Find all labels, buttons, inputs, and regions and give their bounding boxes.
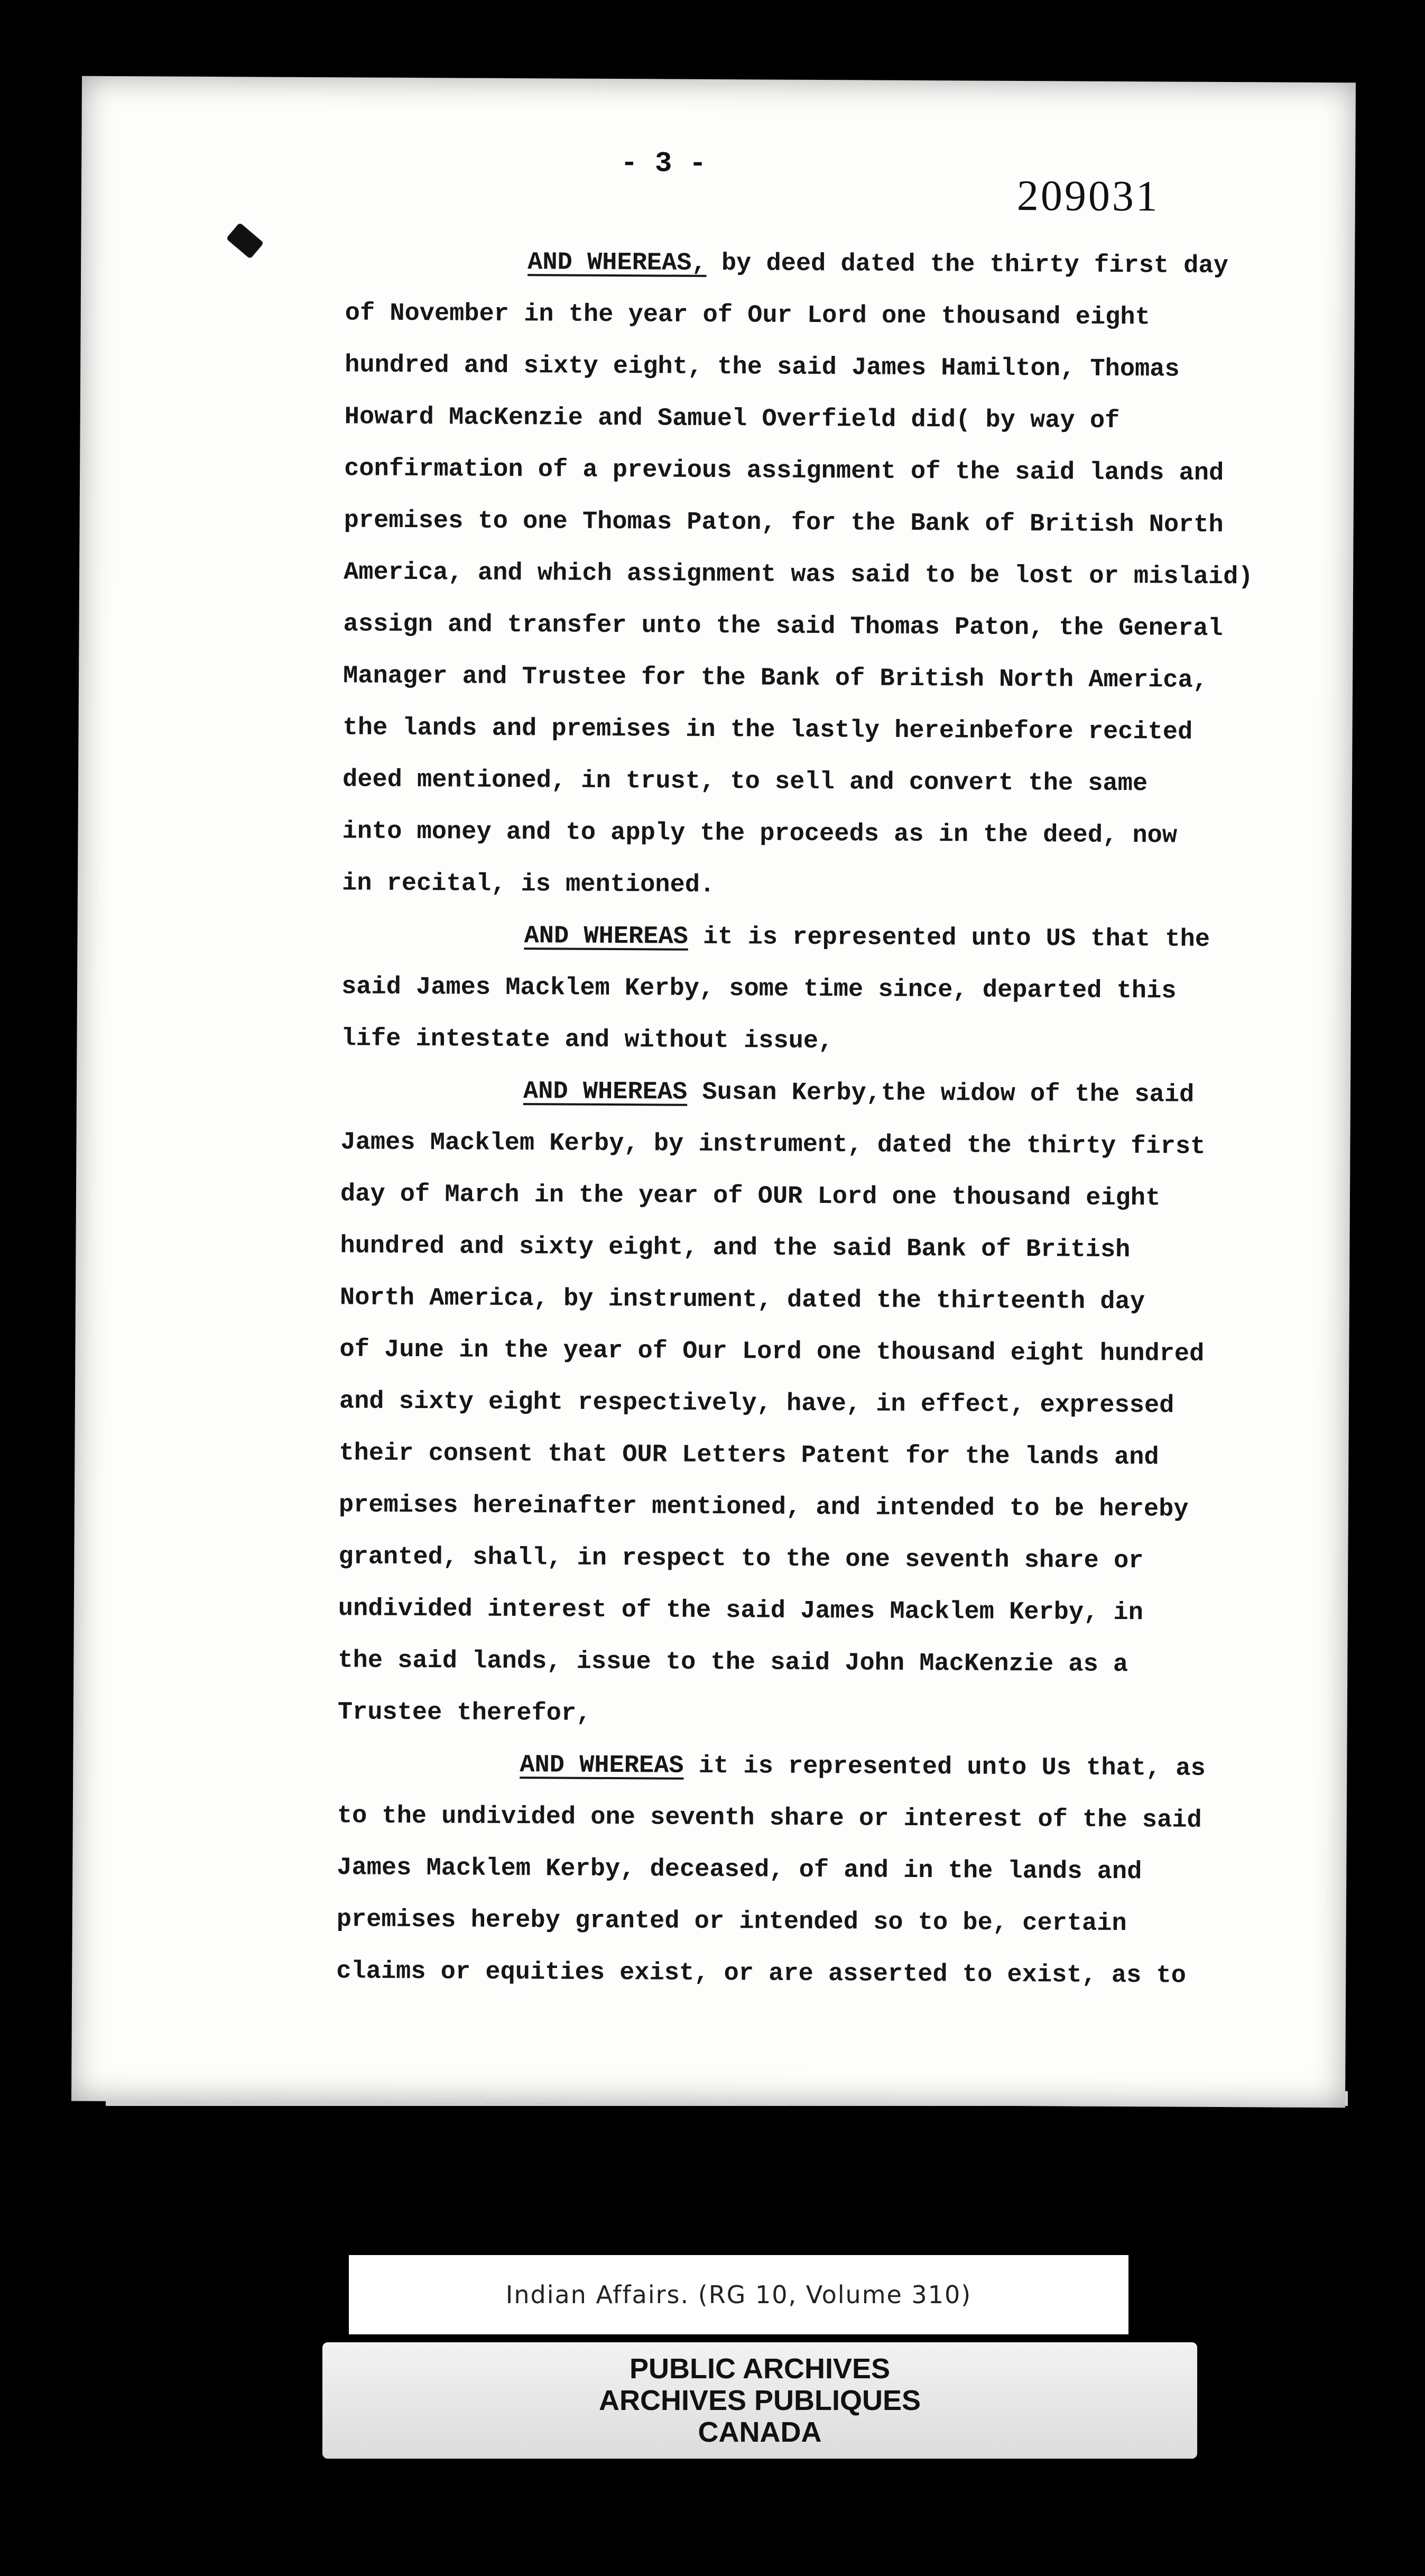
text-line [340, 1117, 1271, 1173]
line-text: by deed dated the thirty first day [721, 250, 1228, 281]
indent [337, 1770, 520, 1771]
stamp-line-2: ARCHIVES PUBLIQUES [598, 2385, 921, 2416]
line-text: North America, by instrument, dated the thirteenth day [339, 1284, 1145, 1317]
indent [341, 1097, 523, 1098]
line-text: undivided interest of the said James Macklem Kerby, in [338, 1595, 1144, 1627]
line-text: of June in the year of Our Lord one thousand eight hundred [339, 1336, 1205, 1368]
text-line [342, 858, 1272, 914]
caption-text: Indian Affairs. (RG 10, Volume 310) [505, 2280, 972, 2309]
line-text: the lands and premises in the lastly hereinbefore recited [343, 714, 1193, 747]
paragraph-lead: AND WHEREAS [523, 1078, 688, 1107]
line-text: their consent that OUR Letters Patent for the lands and [339, 1439, 1159, 1472]
text-line [342, 806, 1272, 862]
text-line [340, 1272, 1270, 1329]
text-line [344, 547, 1274, 603]
line-text: confirmation of a previous assignment of the said lands and [344, 455, 1224, 488]
text-line [344, 495, 1274, 551]
line-text: day of March in the year of OUR Lord one thousand eight [340, 1180, 1161, 1213]
line-text: in recital, is mentioned. [341, 869, 715, 900]
line-text: hundred and sixty eight, and the said Bank of British [340, 1232, 1131, 1265]
line-text: Trustee therefor, [337, 1698, 591, 1728]
text-line [337, 1790, 1267, 1847]
indent [341, 941, 524, 942]
line-text: claims or equities exist, or are asserted to exist, as to [336, 1957, 1187, 1990]
line-text: said James Macklem Kerby, some time since, departed this [341, 973, 1177, 1006]
text-line [338, 1635, 1268, 1691]
line-text: granted, shall, in respect to the one seventh share or [338, 1543, 1144, 1576]
paragraph-lead: AND WHEREAS [524, 922, 688, 951]
ink-smudge [226, 223, 264, 259]
line-text: into money and to apply the proceeds as in the deed, now [342, 817, 1178, 850]
line-text: assign and transfer unto the said Thomas Paton, the General [343, 610, 1223, 643]
text-line [337, 1894, 1267, 1951]
stamp-line-3: CANADA [698, 2416, 822, 2448]
text-line [338, 1583, 1269, 1640]
text-line [338, 1531, 1269, 1588]
document-number: 209031 [1016, 171, 1160, 220]
line-text: Howard MacKenzie and Samuel Overfield did( by way of [344, 403, 1120, 436]
text-line [336, 1946, 1266, 2002]
text-line [344, 391, 1274, 448]
line-text: it is represented unto US that the [702, 923, 1210, 954]
line-text: life intestate and without issue, [341, 1025, 834, 1056]
paragraph-lead: AND WHEREAS, [528, 249, 707, 278]
archives-stamp [322, 2342, 1197, 2459]
line-text: Manager and Trustee for the Bank of British North America, [343, 662, 1208, 695]
text-line [343, 599, 1273, 655]
page-number: - 3 - [621, 148, 707, 180]
text-line [345, 236, 1275, 292]
paragraph [336, 1738, 1268, 2002]
line-text: hundred and sixty eight, the said James Hamilton, Thomas [345, 351, 1180, 384]
text-line [339, 1324, 1270, 1381]
text-line [340, 1169, 1271, 1225]
line-text: and sixty eight respectively, have, in effect, expressed [339, 1387, 1174, 1420]
paragraph [342, 236, 1276, 914]
line-text: premises to one Thomas Paton, for the Bank of British North [344, 507, 1224, 540]
paragraph [338, 1065, 1272, 1743]
stamp-line-1: PUBLIC ARCHIVES [629, 2353, 891, 2385]
line-text: to the undivided one seventh share or interest of the said [337, 1802, 1202, 1835]
document-page [71, 76, 1356, 2108]
paragraph [341, 909, 1272, 1070]
text-line [341, 1013, 1271, 1070]
text-line [337, 1738, 1267, 1795]
text-line [343, 754, 1273, 811]
text-line [339, 1479, 1269, 1536]
document-body [336, 236, 1275, 2002]
text-line [339, 1428, 1269, 1484]
text-line [341, 909, 1272, 966]
text-line [338, 1687, 1268, 1743]
line-text: James Macklem Kerby, deceased, of and in the lands and [337, 1854, 1142, 1887]
text-line [343, 702, 1273, 759]
line-text: premises hereby granted or intended so to be, certain [336, 1906, 1127, 1938]
line-text: it is represented unto Us that, as [698, 1752, 1206, 1783]
text-line [343, 650, 1273, 707]
text-line [345, 339, 1275, 396]
text-line [340, 1220, 1270, 1277]
line-text: Susan Kerby,the widow of the said [702, 1078, 1195, 1109]
indent [345, 268, 528, 269]
text-line [337, 1842, 1267, 1899]
line-text: premises hereinafter mentioned, and intended to be hereby [338, 1491, 1189, 1524]
line-text: James Macklem Kerby, by instrument, dated the thirty first [340, 1128, 1206, 1161]
line-text: the said lands, issue to the said John MacKenzie as a [338, 1646, 1128, 1679]
line-text: America, and which assignment was said to be lost or mislaid) [343, 558, 1253, 592]
text-line [339, 1376, 1270, 1432]
line-text: deed mentioned, in trust, to sell and convert the same [342, 766, 1148, 798]
text-line [344, 443, 1274, 500]
line-text: of November in the year of Our Lord one thousand eight [345, 299, 1150, 332]
text-line [341, 961, 1272, 1018]
text-line [345, 288, 1275, 344]
paragraph-lead: AND WHEREAS [520, 1751, 684, 1780]
archive-caption [349, 2255, 1128, 2334]
text-line [341, 1065, 1271, 1121]
